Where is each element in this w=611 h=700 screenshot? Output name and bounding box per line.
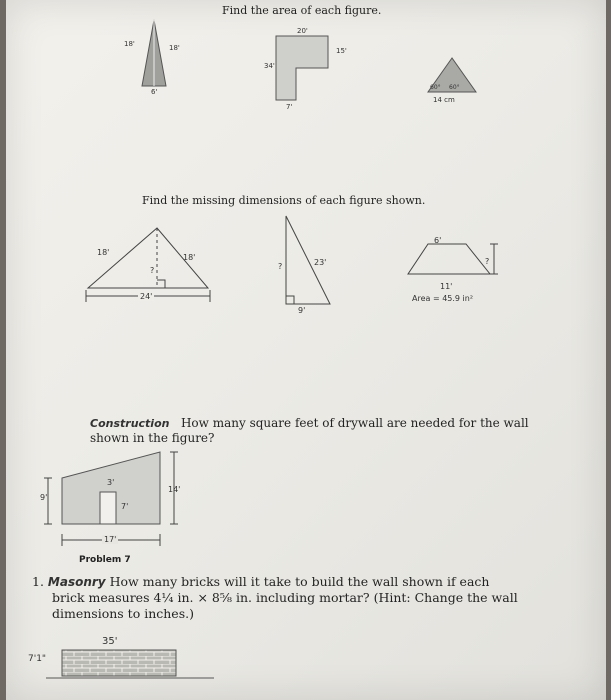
- fig4-base-label: 24': [140, 292, 153, 301]
- wall-left-height-label: 9': [40, 493, 48, 502]
- problem-7-caption: Problem 7: [79, 555, 131, 565]
- masonry-label: Masonry: [47, 575, 106, 589]
- fig5-unknown-label: ?: [278, 262, 283, 271]
- l-shape-figure: [274, 34, 344, 104]
- fig2-bottom-label: 7': [286, 103, 293, 111]
- fig5-hypotenuse-label: 23': [314, 258, 327, 267]
- fig4-right-label: 18': [183, 253, 196, 262]
- wall-door-width-label: 3': [107, 478, 115, 487]
- construction-label: Construction: [90, 417, 170, 430]
- masonry-height-label: 7'1": [28, 654, 47, 664]
- fig1-right-label: 18': [169, 44, 180, 52]
- section1-title: Find the area of each figure.: [222, 4, 382, 17]
- fig5-base-label: 9': [298, 306, 306, 315]
- fig4-unknown-label: ?: [150, 266, 155, 275]
- section2-title: Find the missing dimensions of each figure shown.: [142, 194, 426, 207]
- fig6-bottom-label: 11': [440, 282, 453, 291]
- construction-question: [90, 416, 560, 446]
- fig3-base-label: 14 cm: [433, 96, 455, 104]
- masonry-number: 1.: [32, 574, 44, 589]
- masonry-question: [32, 574, 572, 622]
- fig6-area-label: Area = 45.9 in²: [412, 294, 474, 303]
- construction-text: How many square feet of drywall are needed for the wall shown in the figure?: [90, 416, 529, 445]
- masonry-line3: dimensions to inches.): [52, 606, 194, 621]
- masonry-width-label: 35': [102, 636, 118, 647]
- fig3-angle1-label: 60°: [430, 84, 441, 91]
- masonry-line2: brick measures 4¼ in. × 8⅝ in. including mortar? (Hint: Change the wall: [52, 590, 518, 605]
- fig2-right-label: 15': [336, 47, 347, 55]
- right-triangle-figure: [274, 212, 344, 312]
- fig3-angle2-label: 60°: [449, 84, 460, 91]
- isosceles-triangle-figure: [126, 18, 186, 98]
- fig1-base-label: 6': [151, 88, 158, 96]
- wall-base-label: 17': [104, 535, 117, 544]
- brick-wall-figure: [46, 648, 216, 682]
- masonry-line1: How many bricks will it take to build the wall shown if each: [109, 574, 490, 589]
- fig6-top-label: 6': [434, 236, 442, 245]
- fig6-unknown-label: ?: [485, 257, 490, 266]
- fig1-left-label: 18': [124, 40, 135, 48]
- fig4-left-label: 18': [97, 248, 110, 257]
- wall-door-height-label: 7': [121, 502, 129, 511]
- fig2-top-label: 20': [297, 27, 308, 35]
- wall-right-height-label: 14': [168, 485, 181, 494]
- worksheet-page: [6, 0, 606, 700]
- fig2-left-label: 34': [264, 62, 275, 70]
